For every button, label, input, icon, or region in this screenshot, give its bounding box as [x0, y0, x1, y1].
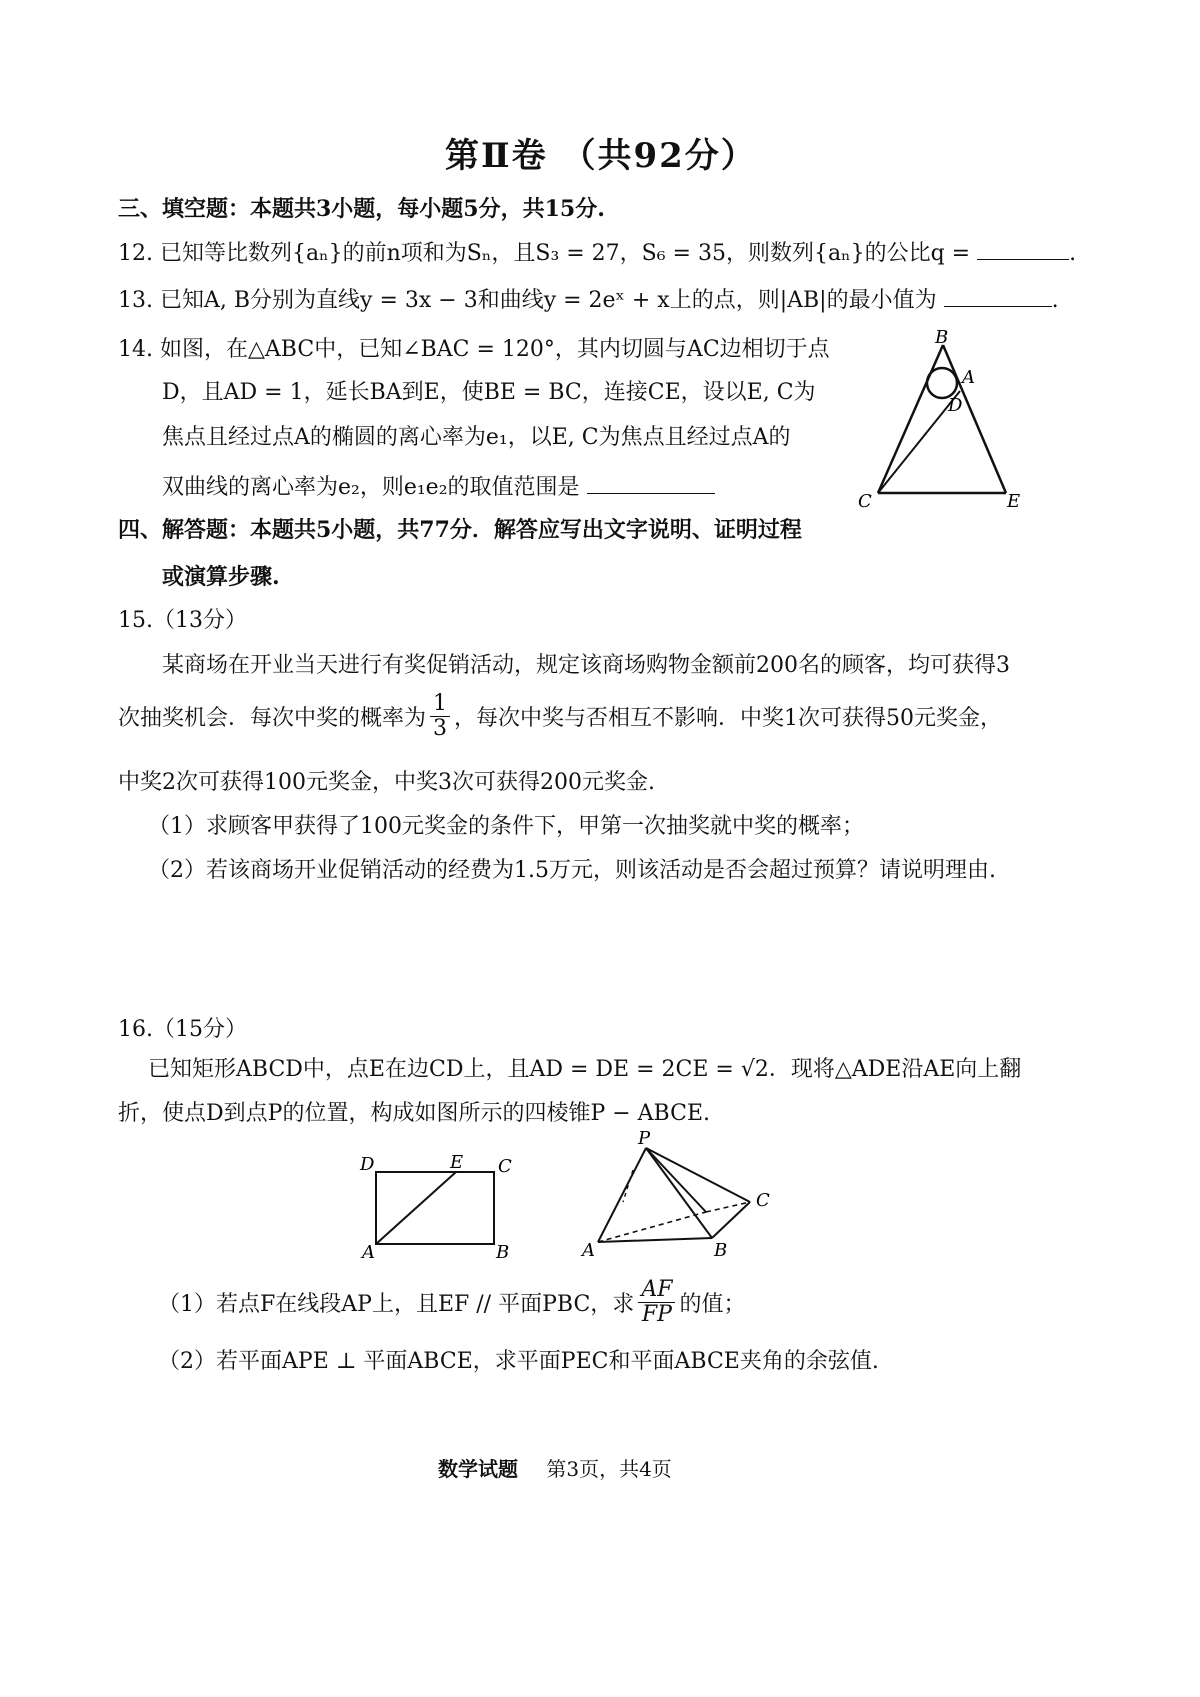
section4-heading-line2: 或演算步骤.: [162, 564, 280, 590]
q14-label-D: D: [948, 395, 963, 416]
q16-fig1-label-C: C: [498, 1156, 512, 1177]
q14-triangle-figure: [850, 325, 1050, 515]
q15-para2: [118, 692, 1002, 741]
q16-sub1-b: 的值；: [679, 1292, 746, 1318]
q16-fig1-label-A: A: [362, 1242, 375, 1263]
q13-text: 13. 已知A, B分别为直线y = 3x − 3和曲线y = 2eˣ + x上的点，则|AB|的最小值为 .: [118, 288, 1059, 313]
q13-answer-blank: [944, 288, 1052, 307]
q14-line4-wrap: [162, 470, 715, 501]
q15-para1: 某商场在开业当天进行有奖促销活动，规定该商场购物金额前200名的顾客，均可获得3: [162, 653, 1010, 678]
q12-text: 12. 已知等比数列{aₙ}的前n项和为Sₙ，且S₃ = 27，S₆ = 35，则数列{aₙ}的公比q = .: [118, 241, 1077, 266]
q12-stem: 12. 已知等比数列{aₙ}的前n项和为Sₙ，且S₃ = 27，S₆ = 35，则数列{aₙ}的公比q =: [118, 241, 971, 266]
q16-sub1-a: （1）若点F在线段AP上，且EF // 平面PBC，求: [158, 1292, 635, 1318]
footer-subject: 数学试题: [438, 1457, 518, 1481]
q15-fraction: [430, 692, 450, 741]
q14-label-B: B: [935, 327, 949, 348]
q16-para2: 折，使点D到点P的位置，构成如图所示的四棱锥P − ABCE.: [118, 1101, 711, 1126]
q15-sub2: （2）若该商场开业促销活动的经费为1.5万元，则该活动是否会超过预算？请说明理由.: [148, 858, 996, 883]
q16-fig2-label-P: P: [638, 1130, 651, 1149]
q14-line4: 双曲线的离心率为e₂，则e₁e₂的取值范围是: [162, 475, 580, 500]
q16-fig2-label-B: B: [714, 1240, 728, 1261]
q16-header: 16.（15分）: [118, 1017, 247, 1042]
q14-line3: 焦点且经过点A的椭圆的离心率为e₁，以E, C为焦点且经过点A的: [162, 425, 791, 450]
q14-label-C: C: [858, 491, 872, 512]
q16-sub2: （2）若平面APE ⊥ 平面ABCE，求平面PEC和平面ABCE夹角的余弦值.: [158, 1349, 879, 1374]
q16-fig1-label-D: D: [360, 1154, 375, 1175]
q16-fig2-label-A: A: [582, 1240, 595, 1261]
q13-stem: 13. 已知A, B分别为直线y = 3x − 3和曲线y = 2eˣ + x上的点，则|AB|的最小值为: [118, 288, 937, 313]
q16-sub1: [158, 1278, 745, 1327]
q15-sub1: （1）求顾客甲获得了100元奖金的条件下，甲第一次抽奖就中奖的概率；: [148, 814, 864, 839]
q14-label-E: E: [1007, 491, 1021, 512]
section4-heading-line1: 四、解答题：本题共5小题，共77分．解答应写出文字说明、证明过程: [118, 517, 802, 543]
q14-answer-blank: [587, 475, 715, 494]
q16-fig1-label-E: E: [450, 1152, 464, 1173]
q15-frac-den: 3: [433, 716, 448, 742]
q14-label-A: A: [962, 367, 975, 388]
section3-heading: 三、填空题：本题共3小题，每小题5分，共15分.: [118, 196, 605, 222]
q16-para1: 已知矩形ABCD中，点E在边CD上，且AD = DE = 2CE = √2．现将△ADE沿AE向上翻: [148, 1057, 1022, 1082]
footer: [438, 1453, 672, 1482]
footer-page: 第3页，共4页: [546, 1457, 672, 1481]
q16-rectangle-figure: [350, 1148, 530, 1263]
q16-frac-den: FP: [641, 1302, 672, 1328]
q15-para3: 中奖2次可获得100元奖金，中奖3次可获得200元奖金.: [118, 770, 655, 795]
q12-answer-blank: [977, 241, 1069, 260]
q15-para2-b: ，每次中奖与否相互不影响．中奖1次可获得50元奖金，: [454, 706, 1003, 732]
q15-frac-num: 1: [430, 692, 450, 717]
q15-header: 15.（13分）: [118, 608, 247, 633]
q16-fraction: [638, 1278, 675, 1327]
q14-line1: 14. 如图，在△ABC中，已知∠BAC = 120°，其内切圆与AC边相切于点: [118, 337, 830, 362]
q14-line2: D，且AD = 1，延长BA到E，使BE = BC，连接CE，设以E, C为: [162, 380, 816, 405]
q16-pyramid-figure: [578, 1130, 788, 1265]
q16-frac-num: AF: [638, 1278, 675, 1303]
q15-para2-a: 次抽奖机会．每次中奖的概率为: [118, 706, 427, 732]
q16-fig1-label-B: B: [496, 1242, 510, 1263]
page-title: 第Ⅱ卷 （共92分）: [445, 136, 757, 176]
q16-fig2-label-C: C: [756, 1190, 770, 1211]
